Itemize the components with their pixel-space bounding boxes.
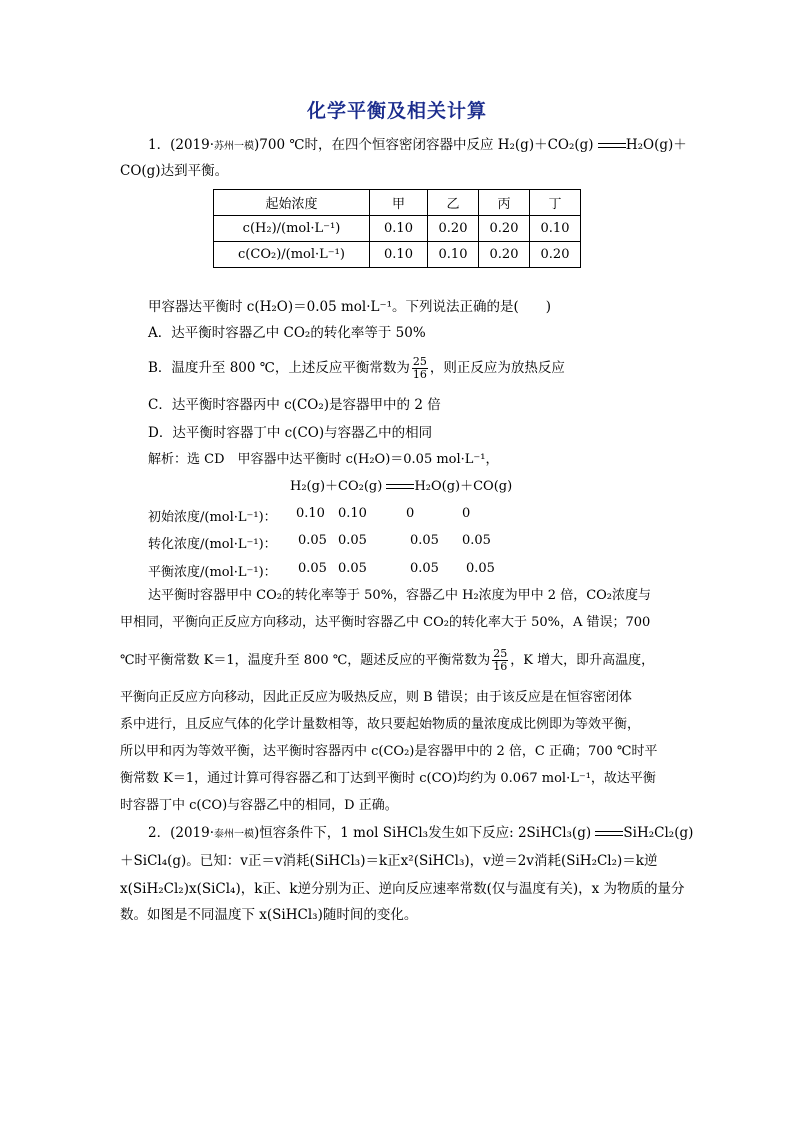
solution-heading: 解析：选 CD 甲容器中达平衡时 c(H₂O)＝0.05 mol·L⁻¹， <box>148 452 499 467</box>
q1-stem: 甲容器达平衡时 c(H₂O)＝0.05 mol·L⁻¹。下列说法正确的是( ) <box>148 299 552 315</box>
fraction: $\frac{25}{16}$ <box>412 355 427 381</box>
equilibrium-arrow-icon <box>598 141 626 151</box>
reaction-equation: H₂(g)＋CO₂(g) H₂O(g)＋CO(g) <box>290 479 513 494</box>
solution-paragraph: 达平衡时容器甲中 CO₂的转化率等于 50%，容器乙中 H₂浓度为甲中 2 倍，CO₂浓度与 <box>148 588 652 603</box>
solution-paragraph: 所以甲和丙为等效平衡，达平衡时容器丙中 c(CO₂)是容器甲中的 2 倍，C 正确；700 ℃时平 <box>120 744 658 759</box>
q2-line-3: x(SiH₂Cl₂)x(SiCl₄)，k正、k逆分别为正、逆向反应速率常数(仅与温度有关)，x 为物质的量分 <box>120 881 685 897</box>
table-header-row: 起始浓度 甲 乙 丙 丁 <box>214 190 581 216</box>
solution-paragraph: ℃时平衡常数 K＝1，温度升至 800 ℃，题述反应的平衡常数为 $\frac{25}{16}$ ，K 增大，即升高温度， <box>120 647 655 673</box>
q1-line-2: CO(g)达到平衡。 <box>120 163 229 179</box>
solution-paragraph: 甲相同，平衡向正反应方向移动，达平衡时容器乙中 CO₂的转化率大于 50%，A 错误；700 <box>120 615 651 630</box>
page-title: 化学平衡及相关计算 <box>306 100 487 122</box>
q2-line-2: ＋SiCl₄(g)。已知：v正＝v消耗(SiHCl₃)＝k正x²(SiHCl₃)，v逆＝2v消耗(SiH₂Cl₂)＝k逆 <box>120 853 658 869</box>
solution-paragraph: 时容器丁中 c(CO)与容器乙中的相同，D 正确。 <box>120 798 398 813</box>
table-row: c(CO₂)/(mol·L⁻¹) 0.10 0.10 0.20 0.20 <box>214 242 581 268</box>
q2-line-1: 2．(2019·泰州一模)恒容条件下，1 mol SiHCl₃发生如下反应: 2SiHCl₃(g) SiH₂Cl₂(g) <box>148 825 694 841</box>
option-a: A．达平衡时容器乙中 CO₂的转化率等于 50% <box>148 325 426 341</box>
q1-line-1: 1．(2019·苏州一模)700 ℃时，在四个恒容密闭容器中反应 H₂(g)＋CO₂(g) H₂O(g)＋ <box>148 137 687 153</box>
equilibrium-arrow-icon <box>595 829 623 839</box>
solution-paragraph: 衡常数 K＝1，通过计算可得容器乙和丁达到平衡时 c(CO)均约为 0.067 mol·L⁻¹，故达平衡 <box>120 771 656 786</box>
equilibrium-arrow-icon <box>386 482 414 492</box>
fraction: $\frac{25}{16}$ <box>493 647 508 673</box>
solution-paragraph: 平衡向正反应方向移动，因此正反应为吸热反应，则 B 错误；由于该反应是在恒容密闭体 <box>120 690 632 705</box>
solution-paragraph: 系中进行，且反应气体的化学计量数相等，故只要起始物质的量浓度成比例即为等效平衡， <box>120 717 641 732</box>
option-b: B．温度升至 800 ℃，上述反应平衡常数为 $\frac{25}{16}$ ，则正反应为放热反应 <box>148 355 565 381</box>
option-d: D．达平衡时容器丁中 c(CO)与容器乙中的相同 <box>148 425 433 441</box>
concentration-table <box>213 189 581 268</box>
q2-line-4: 数。如图是不同温度下 x(SiHCl₃)随时间的变化。 <box>120 907 418 923</box>
table-row: c(H₂)/(mol·L⁻¹) 0.10 0.20 0.20 0.10 <box>214 216 581 242</box>
option-c: C．达平衡时容器丙中 c(CO₂)是容器甲中的 2 倍 <box>148 397 441 413</box>
